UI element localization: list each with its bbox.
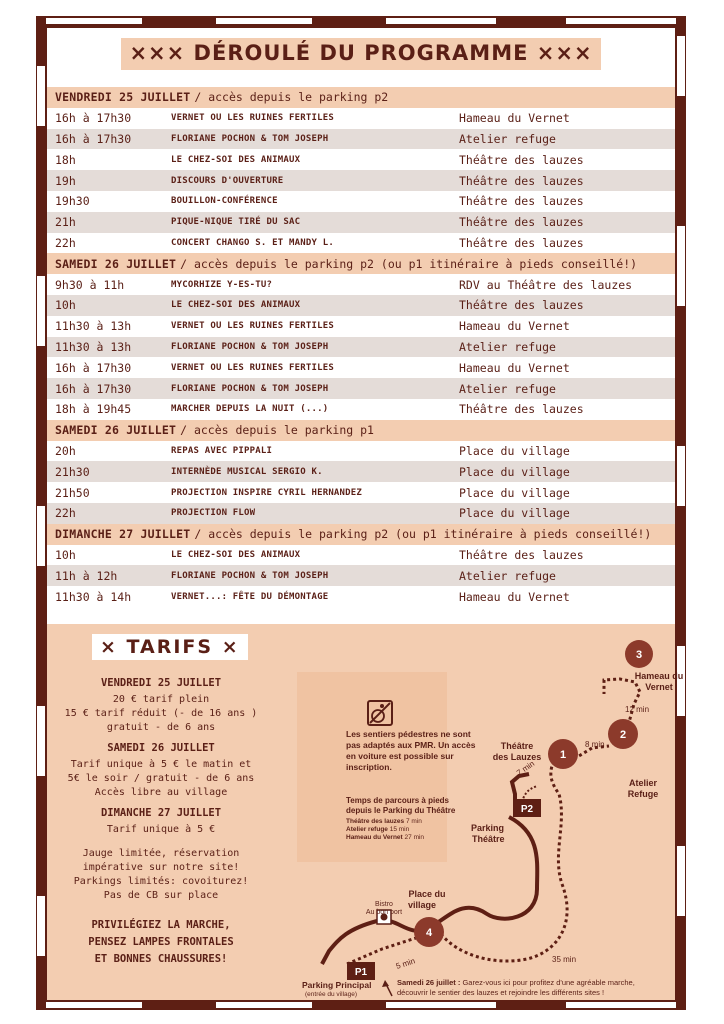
- event-name: CONCERT CHANGO S. ET MANDY L.: [171, 237, 334, 248]
- schedule-row: [47, 586, 675, 607]
- event-place: Atelier refuge: [459, 131, 556, 146]
- event-time: 16h à 17h30: [55, 360, 132, 375]
- page-title: ××× DÉROULÉ DU PROGRAMME ×××: [121, 38, 600, 70]
- tarifs-note: [61, 847, 261, 903]
- event-time: 11h30 à 14h: [55, 589, 132, 604]
- event-place: Hameau du Vernet: [459, 111, 570, 126]
- event-name: INTERNÈDE MUSICAL SERGIO K.: [171, 466, 323, 477]
- event-time: 16h à 17h30: [55, 111, 132, 126]
- site-marker-theatre: [548, 739, 578, 769]
- event-place: Théâtre des lauzes: [459, 152, 584, 167]
- event-name: MYCORHIZE Y-ES-TU?: [171, 279, 273, 290]
- tarifs-line: 5€ le soir / gratuit - de 6 ans: [67, 773, 255, 784]
- walk-time-label: 8 min: [585, 740, 605, 749]
- closing-message: [61, 917, 261, 968]
- tarifs-note-line: Parkings limités: covoiturez!: [73, 876, 249, 887]
- schedule-row: [47, 316, 675, 337]
- event-place: Atelier refuge: [459, 339, 556, 354]
- day-heading: SAMEDI 26 JUILLET: [55, 256, 177, 271]
- event-time: 16h à 17h30: [55, 381, 132, 396]
- schedule-row: [47, 378, 675, 399]
- walk-time-label: 12 min: [625, 705, 650, 714]
- event-place: Hameau du Vernet: [459, 319, 570, 334]
- label-parking-theatre: Théâtre: [472, 834, 505, 844]
- schedule-row: [47, 461, 675, 482]
- event-place: Théâtre des lauzes: [459, 298, 584, 313]
- walk-time-label: 5 min: [394, 956, 417, 971]
- event-time: 20h: [55, 443, 76, 458]
- walk-time-value: 27 min: [404, 834, 425, 841]
- day-heading-row: [47, 253, 675, 274]
- event-time: 16h à 17h30: [55, 131, 132, 146]
- event-time: 19h: [55, 173, 76, 188]
- label-bistro: Bistro: [375, 901, 393, 908]
- event-time: 11h30 à 13h: [55, 319, 132, 334]
- label-parking-principal: (entrée du village): [305, 991, 358, 998]
- tarifs-note-line: impérative sur notre site!: [82, 862, 240, 873]
- site-marker-hameau: [625, 640, 653, 668]
- site-map: [247, 624, 684, 1000]
- label-place-village: village: [407, 900, 437, 910]
- tarifs-line: Tarif unique à 5 € le matin et: [70, 759, 252, 770]
- walk-time-place: Théâtre des lauzes: [346, 818, 405, 825]
- schedule-row: [47, 482, 675, 503]
- label-place-village: Place du: [408, 889, 446, 899]
- event-place: Place du village: [459, 464, 570, 479]
- tarifs-block: [61, 676, 261, 968]
- tarifs-day-heading: DIMANCHE 27 JUILLET: [100, 807, 222, 819]
- closing-line: PENSEZ LAMPES FRONTALES: [88, 936, 234, 948]
- label-atelier: Refuge: [627, 789, 659, 799]
- event-name: LE CHEZ-SOI DES ANIMAUX: [171, 549, 301, 560]
- walk-time-label: 35 min: [552, 955, 577, 964]
- title-area: [47, 38, 675, 70]
- event-name: VERNET OU LES RUINES FERTILES: [171, 321, 334, 332]
- tarifs-day-heading: VENDREDI 25 JUILLET: [100, 677, 222, 689]
- site-marker-village: [414, 917, 444, 947]
- tarifs-title: × TARIFS ×: [92, 634, 248, 660]
- walk-times-heading: depuis le Parking du Théâtre: [346, 806, 456, 815]
- schedule-row: [47, 108, 675, 129]
- event-place: Atelier refuge: [459, 381, 556, 396]
- event-name: VERNET OU LES RUINES FERTILES: [171, 362, 334, 373]
- event-time: 21h30: [55, 464, 90, 479]
- event-place: Théâtre des lauzes: [459, 194, 584, 209]
- day-heading: VENDREDI 25 JUILLET: [55, 90, 191, 105]
- event-time: 19h30: [55, 194, 90, 209]
- tarifs-line: 20 € tarif plein: [112, 694, 210, 705]
- frame-right-pattern: [677, 26, 685, 1000]
- pmr-note-line: en voiture est possible sur: [346, 751, 454, 761]
- day-heading: DIMANCHE 27 JUILLET: [55, 527, 191, 542]
- event-name: PIQUE-NIQUE TIRÉ DU SAC: [171, 217, 301, 228]
- trail-village-to-theatre: [441, 766, 567, 961]
- access-note: / accès depuis le parking p1: [180, 423, 374, 438]
- event-time: 21h50: [55, 485, 90, 500]
- schedule-row: [47, 399, 675, 420]
- event-name: MARCHER DEPUIS LA NUIT (...): [171, 404, 329, 415]
- access-note: / accès depuis le parking p2 (ou p1 itinéraire à pieds conseillé!): [180, 256, 638, 271]
- day-heading: SAMEDI 26 JUILLET: [55, 423, 177, 438]
- walk-time-line: [346, 818, 422, 825]
- label-bistro: Au bon port: [365, 909, 403, 916]
- access-note: / accès depuis le parking p2 (ou p1 itinéraire à pieds conseillé!): [194, 527, 652, 542]
- schedule-row: [47, 295, 675, 316]
- walk-time-place: Atelier refuge: [346, 826, 388, 833]
- pmr-note-line: Les sentiers pédestres ne sont: [346, 729, 471, 739]
- schedule-row: [47, 170, 675, 191]
- site-marker-atelier: [608, 719, 638, 749]
- schedule-row: [47, 212, 675, 233]
- label-atelier: Atelier: [628, 778, 658, 788]
- event-place: Atelier refuge: [459, 568, 556, 583]
- label-parking-principal: Parking Principal: [302, 980, 372, 990]
- pmr-note-line: inscription.: [346, 762, 392, 772]
- label-hameau: Hameau du: [634, 671, 684, 681]
- tarifs-line: 15 € tarif réduit (- de 16 ans ): [64, 708, 258, 719]
- event-name: FLORIANE POCHON & TOM JOSEPH: [171, 570, 329, 581]
- event-name: FLORIANE POCHON & TOM JOSEPH: [171, 341, 329, 352]
- day-heading-row: [47, 87, 675, 108]
- parking-label: P2: [520, 804, 534, 815]
- label-theatre: des Lauzes: [492, 752, 542, 762]
- access-note: / accès depuis le parking p2: [194, 90, 389, 105]
- frame-bottom-pattern: [36, 1000, 686, 1010]
- tarifs-day-heading: SAMEDI 26 JUILLET: [107, 742, 215, 754]
- event-name: BOUILLON-CONFÉRENCE: [171, 196, 278, 207]
- event-place: Place du village: [459, 443, 570, 458]
- samedi-note-text: Garez-vous ici pour profitez d'une agréable marche,: [462, 978, 635, 987]
- event-time: 11h à 12h: [55, 568, 118, 583]
- day-heading-row: [47, 420, 675, 441]
- schedule-row: [47, 545, 675, 566]
- schedule-row: [47, 565, 675, 586]
- event-name: PROJECTION INSPIRE CYRIL HERNANDEZ: [171, 487, 363, 498]
- event-place: Hameau du Vernet: [459, 589, 570, 604]
- schedule-row: [47, 274, 675, 295]
- site-number: 1: [559, 749, 567, 761]
- event-place: Théâtre des lauzes: [459, 215, 584, 230]
- arrow-head-icon: [382, 980, 389, 987]
- label-hameau: Vernet: [645, 682, 673, 692]
- walk-time-line: [346, 826, 410, 833]
- event-time: 9h30 à 11h: [55, 277, 125, 292]
- samedi-note-bold: Samedi 26 juillet :: [397, 978, 461, 987]
- walk-time-line: [346, 834, 424, 841]
- page-content: [47, 28, 684, 1000]
- event-time: 11h30 à 13h: [55, 339, 132, 354]
- event-time: 10h: [55, 298, 76, 313]
- closing-line: ET BONNES CHAUSSURES!: [94, 953, 228, 965]
- event-name: LE CHEZ-SOI DES ANIMAUX: [171, 300, 301, 311]
- schedule-row: [47, 441, 675, 462]
- event-name: FLORIANE POCHON & TOM JOSEPH: [171, 133, 329, 144]
- site-number: 4: [425, 927, 433, 939]
- event-name: DISCOURS D'OUVERTURE: [171, 175, 284, 186]
- event-time: 18h: [55, 152, 76, 167]
- parking-p1-marker: [347, 962, 375, 980]
- schedule-row: [47, 149, 675, 170]
- info-section: [47, 624, 684, 1000]
- event-name: VERNET OU LES RUINES FERTILES: [171, 113, 334, 124]
- frame-top-pattern: [36, 16, 686, 26]
- schedule-row: [47, 503, 675, 524]
- event-place: RDV au Théâtre des lauzes: [459, 277, 633, 292]
- schedule-row: [47, 191, 675, 212]
- event-time: 18h à 19h45: [55, 402, 132, 417]
- schedule-row: [47, 129, 675, 150]
- walk-time-label: 7 min: [514, 759, 537, 778]
- event-place: Théâtre des lauzes: [459, 547, 584, 562]
- event-time: 21h: [55, 215, 76, 230]
- event-time: 10h: [55, 547, 76, 562]
- closing-line: PRIVILÉGIEZ LA MARCHE,: [91, 919, 231, 931]
- event-place: Place du village: [459, 506, 570, 521]
- parking-label: P1: [354, 967, 368, 978]
- frame-left-pattern: [37, 26, 45, 1000]
- tarifs-note-line: Pas de CB sur place: [103, 890, 219, 901]
- event-place: Théâtre des lauzes: [459, 173, 584, 188]
- tarifs-line: Tarif unique à 5 €: [106, 824, 216, 835]
- site-number: 3: [635, 649, 643, 661]
- tarifs-note-line: Jauge limitée, réservation: [82, 848, 240, 859]
- event-name: PROJECTION FLOW: [171, 508, 256, 519]
- day-heading-row: [47, 524, 675, 545]
- event-time: 22h: [55, 506, 76, 521]
- tarifs-line: gratuit - de 6 ans: [106, 722, 216, 733]
- samedi-note-line: [397, 978, 635, 987]
- event-place: Théâtre des lauzes: [459, 235, 584, 250]
- event-name: REPAS AVEC PIPPALI: [171, 445, 273, 456]
- event-time: 22h: [55, 235, 76, 250]
- label-parking-theatre: Parking: [471, 823, 505, 833]
- event-place: Théâtre des lauzes: [459, 402, 584, 417]
- pmr-note-line: pas adaptés aux PMR. Un accès: [346, 740, 476, 750]
- schedule-table: [47, 87, 675, 607]
- tarifs-line: Accès libre au village: [94, 787, 228, 798]
- label-theatre: Théâtre: [500, 741, 534, 751]
- schedule-row: [47, 337, 675, 358]
- site-number: 2: [619, 729, 627, 741]
- walk-time-value: 15 min: [389, 826, 410, 833]
- event-name: VERNET...: FÊTE DU DÉMONTAGE: [171, 591, 329, 602]
- event-place: Place du village: [459, 485, 570, 500]
- samedi-note-line: découvrir le sentier des lauzes et rejoindre les différents sites !: [397, 988, 605, 997]
- walk-time-place: Hameau du Vernet: [346, 834, 403, 841]
- walk-time-value: 7 min: [405, 818, 422, 825]
- tarifs-title-area: [92, 634, 248, 660]
- event-name: FLORIANE POCHON & TOM JOSEPH: [171, 383, 329, 394]
- event-name: LE CHEZ-SOI DES ANIMAUX: [171, 154, 301, 165]
- walk-times-heading: Temps de parcours à pieds: [346, 796, 449, 805]
- schedule-row: [47, 233, 675, 254]
- parking-p2-marker: [513, 799, 541, 817]
- event-place: Hameau du Vernet: [459, 360, 570, 375]
- schedule-row: [47, 357, 675, 378]
